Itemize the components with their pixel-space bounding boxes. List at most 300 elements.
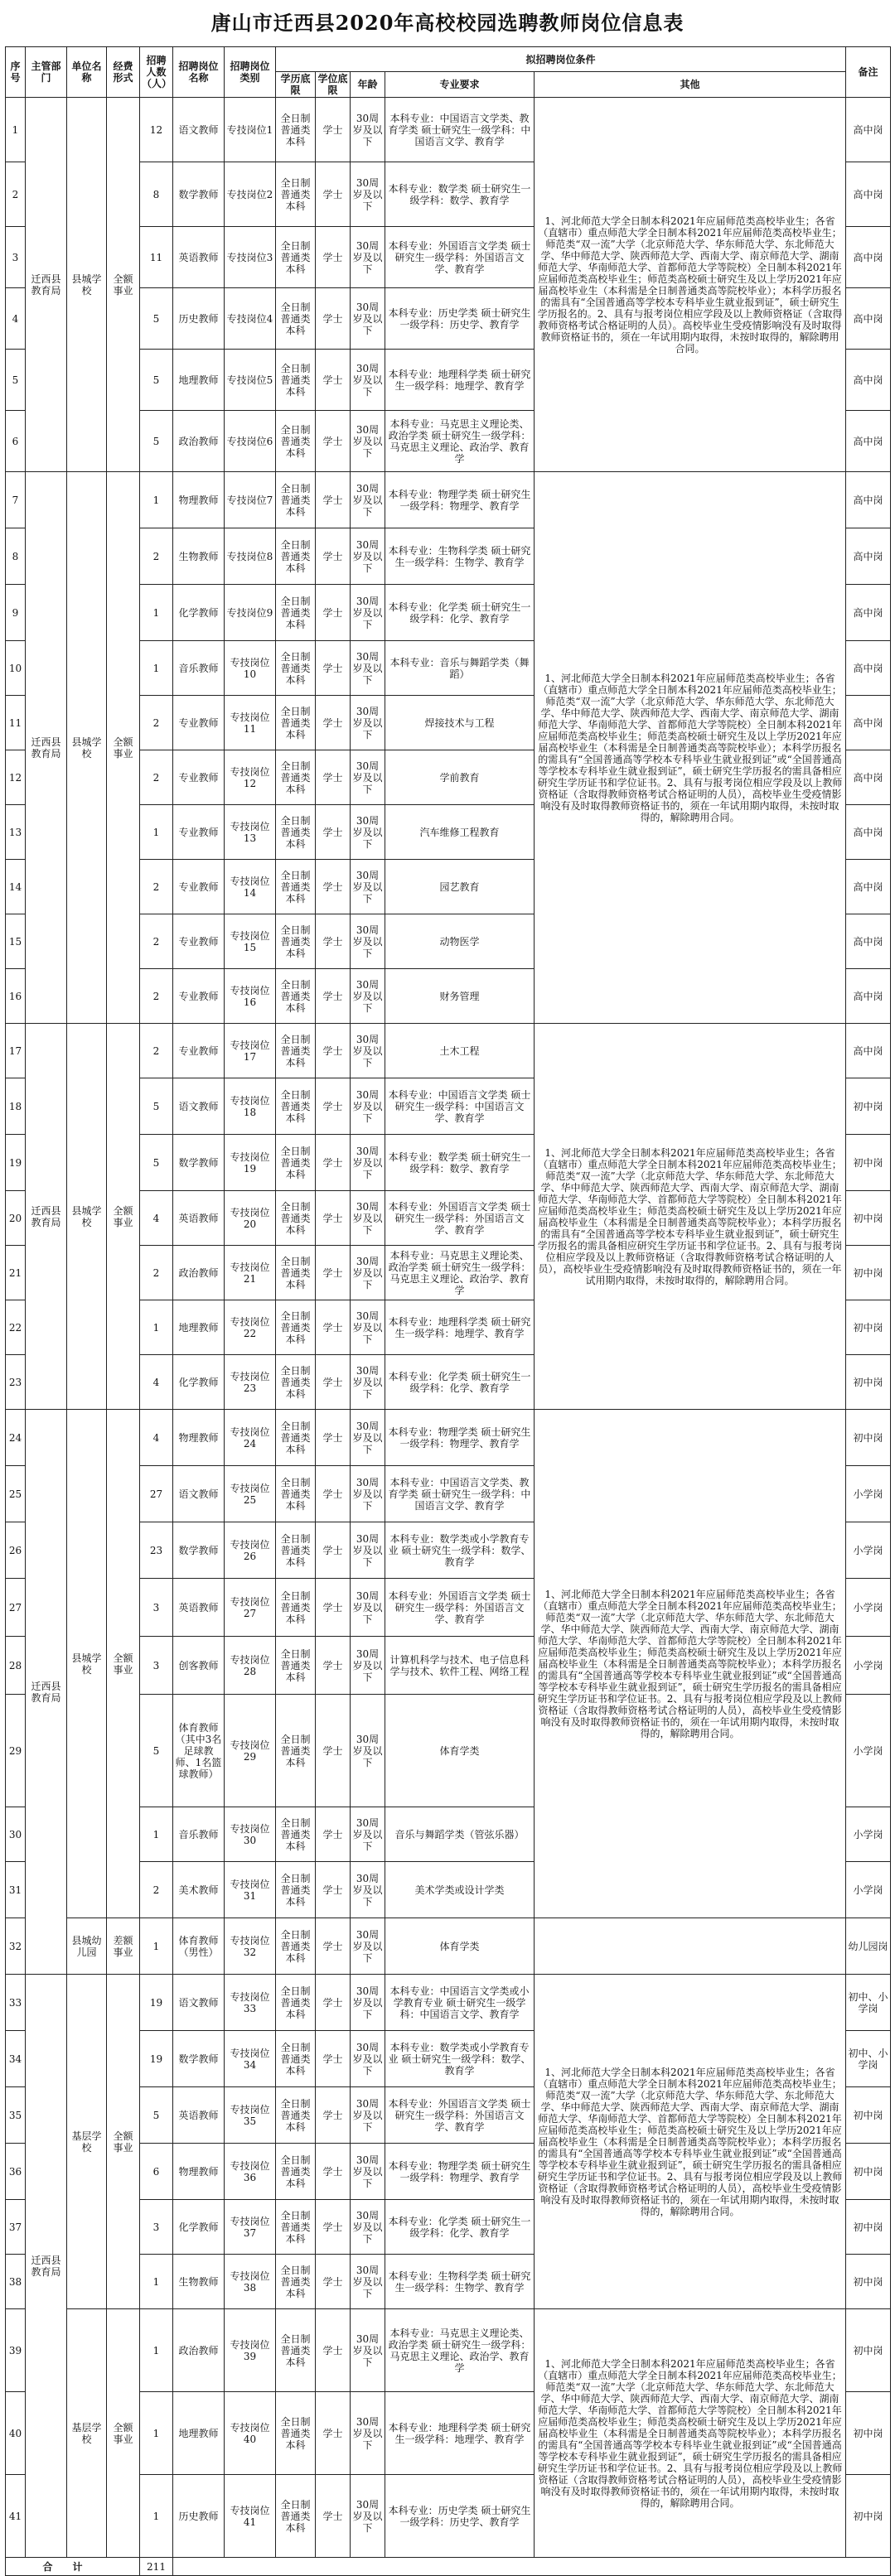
cell-major: 本科专业：马克思主义理论类、政治学类 硕士研究生一级学科：马克思主义理论、政治学、教育学 bbox=[385, 411, 535, 472]
cell-post-type: 专技岗位25 bbox=[225, 1466, 276, 1522]
cell-no: 19 bbox=[6, 1135, 26, 1191]
cell-note: 初中、小学岗 bbox=[846, 1975, 891, 2031]
cell-note: 小学岗 bbox=[846, 1522, 891, 1579]
cell-major: 土木工程 bbox=[385, 1024, 535, 1078]
cell-count: 1 bbox=[140, 641, 173, 696]
cell-age: 30周岁及以下 bbox=[351, 1466, 385, 1522]
cell-other: 1、河北师范大学全日制本科2021年应届师范类高校毕业生；各省（直辖市）重点师范大学全日制本科2021年应届师范类高校毕业生；师范类“双一流”大学（北京师范大学、华东师范大学、东北师范大学、华中师范大学、陕西师范大学、西南大学、南京师范大学、湖南师范大学、华南师范大学、首都师范大学等院校）全日制本科2021年应届师范类高校毕业生；师范类高校硕士研究生及以上学历2021年应届高校毕业生（本科需是全日制普通类高等院校毕业）；本科学历报名的需具有“全国普通高等学校本专科毕业生就业报到证”或“全国普通高等学校本专科毕业生就业报到证”，硕士研究生学历报名的需具备相应研究生学历证书和学位证书。2、具有与报考岗位相应学段及以上教师资格证（含取得教师资格考试合格证明的人员），高校毕业生受疫情影响没有及时取得教师资格证书的，须在一年试用期内取得，未按时取得的，解除聘用合同。 bbox=[535, 1410, 846, 1918]
table-row bbox=[6, 1975, 891, 2031]
cell-no: 31 bbox=[6, 1862, 26, 1918]
cell-post-name: 生物教师 bbox=[173, 528, 225, 585]
cell-post-type: 专技岗位5 bbox=[225, 350, 276, 411]
cell-post-name: 语文教师 bbox=[173, 98, 225, 162]
cell-edu: 全日制普通类本科 bbox=[276, 1135, 316, 1191]
cell-note: 高中岗 bbox=[846, 472, 891, 528]
cell-other-empty bbox=[535, 1918, 846, 1975]
cell-edu: 全日制普通类本科 bbox=[276, 528, 316, 585]
cell-no: 5 bbox=[6, 350, 26, 411]
header-dept: 主管部门 bbox=[26, 47, 67, 98]
cell-post-type: 专技岗位8 bbox=[225, 528, 276, 585]
cell-count: 2 bbox=[140, 860, 173, 914]
cell-degree: 学士 bbox=[316, 1078, 351, 1135]
cell-count: 5 bbox=[140, 288, 173, 350]
cell-degree: 学士 bbox=[316, 411, 351, 472]
cell-degree: 学士 bbox=[316, 914, 351, 969]
cell-post-name: 历史教师 bbox=[173, 2475, 225, 2558]
cell-note: 初中岗 bbox=[846, 2255, 891, 2309]
cell-count: 2 bbox=[140, 914, 173, 969]
cell-count: 2 bbox=[140, 528, 173, 585]
cell-age: 30周岁及以下 bbox=[351, 914, 385, 969]
cell-degree: 学士 bbox=[316, 2309, 351, 2392]
cell-note: 初中岗 bbox=[846, 1191, 891, 1246]
cell-post-type: 专技岗位39 bbox=[225, 2309, 276, 2392]
cell-post-type: 专技岗位14 bbox=[225, 860, 276, 914]
cell-degree: 学士 bbox=[316, 1355, 351, 1410]
cell-no: 15 bbox=[6, 914, 26, 969]
cell-count: 5 bbox=[140, 2087, 173, 2144]
cell-major: 本科专业：外国语言文学类 硕士研究生一级学科：外国语言文学、教育学 bbox=[385, 1191, 535, 1246]
cell-edu: 全日制普通类本科 bbox=[276, 472, 316, 528]
cell-major: 音乐与舞蹈学类（管弦乐器） bbox=[385, 1807, 535, 1862]
cell-edu: 全日制普通类本科 bbox=[276, 1695, 316, 1807]
cell-post-name: 地理教师 bbox=[173, 2392, 225, 2475]
cell-post-type: 专技岗位35 bbox=[225, 2087, 276, 2144]
cell-post-type: 专技岗位7 bbox=[225, 472, 276, 528]
cell-count: 19 bbox=[140, 1975, 173, 2031]
cell-edu: 全日制普通类本科 bbox=[276, 1078, 316, 1135]
recruitment-table bbox=[5, 46, 891, 2576]
cell-post-name: 历史教师 bbox=[173, 288, 225, 350]
cell-major: 本科专业：外国语言文学类 硕士研究生一级学科：外国语言文学、教育学 bbox=[385, 1579, 535, 1637]
cell-post-type: 专技岗位19 bbox=[225, 1135, 276, 1191]
cell-age: 30周岁及以下 bbox=[351, 411, 385, 472]
cell-post-name: 专业教师 bbox=[173, 696, 225, 750]
cell-no: 38 bbox=[6, 2255, 26, 2309]
cell-age: 30周岁及以下 bbox=[351, 2255, 385, 2309]
table-header bbox=[6, 47, 891, 98]
cell-age: 30周岁及以下 bbox=[351, 1410, 385, 1466]
cell-no: 7 bbox=[6, 472, 26, 528]
table-row bbox=[6, 472, 891, 528]
cell-dept: 迁西县教育局 bbox=[26, 1975, 67, 2558]
cell-age: 30周岁及以下 bbox=[351, 860, 385, 914]
cell-age: 30周岁及以下 bbox=[351, 1807, 385, 1862]
cell-major: 汽车维修工程教育 bbox=[385, 805, 535, 860]
header-funding: 经费形式 bbox=[107, 47, 140, 98]
cell-note: 初中岗 bbox=[846, 1135, 891, 1191]
cell-count: 5 bbox=[140, 350, 173, 411]
cell-edu: 全日制普通类本科 bbox=[276, 2031, 316, 2087]
cell-age: 30周岁及以下 bbox=[351, 1246, 385, 1300]
cell-no: 40 bbox=[6, 2392, 26, 2475]
cell-degree: 学士 bbox=[316, 1246, 351, 1300]
cell-degree: 学士 bbox=[316, 350, 351, 411]
cell-post-type: 专技岗位34 bbox=[225, 2031, 276, 2087]
cell-degree: 学士 bbox=[316, 1862, 351, 1918]
cell-degree: 学士 bbox=[316, 641, 351, 696]
cell-major: 本科专业：物理学类 硕士研究生一级学科：物理学、教育学 bbox=[385, 2144, 535, 2200]
cell-count: 5 bbox=[140, 1135, 173, 1191]
cell-post-type: 专技岗位1 bbox=[225, 98, 276, 162]
cell-age: 30周岁及以下 bbox=[351, 472, 385, 528]
cell-edu: 全日制普通类本科 bbox=[276, 350, 316, 411]
cell-major: 本科专业：生物科学类 硕士研究生一级学科：生物学、教育学 bbox=[385, 528, 535, 585]
cell-age: 30周岁及以下 bbox=[351, 750, 385, 805]
cell-note: 小学岗 bbox=[846, 1862, 891, 1918]
header-other: 其他 bbox=[535, 72, 846, 98]
cell-major: 本科专业：外国语言文学类 硕士研究生一级学科：外国语言文学、教育学 bbox=[385, 2087, 535, 2144]
cell-note: 高中岗 bbox=[846, 641, 891, 696]
cell-no: 3 bbox=[6, 227, 26, 288]
cell-count: 1 bbox=[140, 2255, 173, 2309]
cell-degree: 学士 bbox=[316, 1466, 351, 1522]
cell-post-name: 地理教师 bbox=[173, 350, 225, 411]
header-count: 招聘人数（人） bbox=[140, 47, 173, 98]
cell-note: 初中岗 bbox=[846, 2309, 891, 2392]
cell-degree: 学士 bbox=[316, 1410, 351, 1466]
cell-age: 30周岁及以下 bbox=[351, 1579, 385, 1637]
cell-note: 初中岗 bbox=[846, 1078, 891, 1135]
cell-major: 本科专业：地理科学类 硕士研究生一级学科：地理学、教育学 bbox=[385, 2392, 535, 2475]
cell-post-name: 物理教师 bbox=[173, 472, 225, 528]
cell-edu: 全日制普通类本科 bbox=[276, 1918, 316, 1975]
cell-age: 30周岁及以下 bbox=[351, 2392, 385, 2475]
cell-note: 高中岗 bbox=[846, 805, 891, 860]
cell-post-type: 专技岗位22 bbox=[225, 1300, 276, 1355]
cell-dept: 迁西县教育局 bbox=[26, 1024, 67, 1410]
cell-post-name: 英语教师 bbox=[173, 227, 225, 288]
cell-edu: 全日制普通类本科 bbox=[276, 2200, 316, 2255]
total-value: 211 bbox=[140, 2558, 173, 2576]
cell-no: 22 bbox=[6, 1300, 26, 1355]
cell-count: 2 bbox=[140, 750, 173, 805]
cell-age: 30周岁及以下 bbox=[351, 969, 385, 1024]
cell-note: 高中岗 bbox=[846, 162, 891, 227]
cell-post-name: 音乐教师 bbox=[173, 641, 225, 696]
cell-no: 13 bbox=[6, 805, 26, 860]
cell-post-name: 地理教师 bbox=[173, 1300, 225, 1355]
cell-major: 本科专业：外国语言文学类 硕士研究生一级学科：外国语言文学、教育学 bbox=[385, 227, 535, 288]
cell-post-type: 专技岗位9 bbox=[225, 585, 276, 641]
cell-note: 初中岗 bbox=[846, 2475, 891, 2558]
cell-note: 高中岗 bbox=[846, 860, 891, 914]
cell-count: 4 bbox=[140, 1410, 173, 1466]
cell-no: 25 bbox=[6, 1466, 26, 1522]
cell-count: 4 bbox=[140, 1355, 173, 1410]
header-post-type: 招聘岗位类别 bbox=[225, 47, 276, 98]
cell-edu: 全日制普通类本科 bbox=[276, 1410, 316, 1466]
cell-major: 本科专业：马克思主义理论类、政治学类 硕士研究生一级学科：马克思主义理论、政治学、教育学 bbox=[385, 1246, 535, 1300]
cell-age: 30周岁及以下 bbox=[351, 1078, 385, 1135]
cell-post-name: 英语教师 bbox=[173, 1191, 225, 1246]
cell-post-type: 专技岗位10 bbox=[225, 641, 276, 696]
cell-no: 24 bbox=[6, 1410, 26, 1466]
cell-note: 初中岗 bbox=[846, 1246, 891, 1300]
cell-note: 高中岗 bbox=[846, 914, 891, 969]
cell-note: 高中岗 bbox=[846, 969, 891, 1024]
cell-major: 本科专业：中国语言文学类、教育学类 硕士研究生一级学科：中国语言文学、教育学 bbox=[385, 98, 535, 162]
table-row bbox=[6, 98, 891, 162]
cell-post-type: 专技岗位12 bbox=[225, 750, 276, 805]
cell-age: 30周岁及以下 bbox=[351, 2309, 385, 2392]
cell-count: 3 bbox=[140, 1579, 173, 1637]
cell-count: 5 bbox=[140, 1695, 173, 1807]
cell-post-type: 专技岗位27 bbox=[225, 1579, 276, 1637]
cell-note: 幼儿园岗 bbox=[846, 1918, 891, 1975]
cell-no: 16 bbox=[6, 969, 26, 1024]
cell-degree: 学士 bbox=[316, 2031, 351, 2087]
cell-note: 小学岗 bbox=[846, 1466, 891, 1522]
cell-post-type: 专技岗位6 bbox=[225, 411, 276, 472]
cell-note: 高中岗 bbox=[846, 696, 891, 750]
cell-count: 2 bbox=[140, 969, 173, 1024]
cell-other: 1、河北师范大学全日制本科2021年应届师范类高校毕业生；各省（直辖市）重点师范大学全日制本科2021年应届师范类高校毕业生；师范类“双一流”大学（北京师范大学、华东师范大学、东北师范大学、华中师范大学、陕西师范大学、西南大学、南京师范大学、湖南师范大学、华南师范大学、首都师范大学等院校）全日制本科2021年应届师范类高校毕业生；师范类高校硕士研究生及以上学历2021年应届高校毕业生（本科需是全日制普通类高等院校毕业）；本科学历报名的需具有“全国普通高等学校本专科毕业生就业报到证”或“全国普通高等学校本专科毕业生就业报到证”，硕士研究生学历报名的需具备相应研究生学历证书和学位证书。2、具有与报考岗位相应学段及以上教师资格证（含取得教师资格考试合格证明的人员），高校毕业生受疫情影响没有及时取得教师资格证书的，须在一年试用期内取得，未按时取得的，解除聘用合同。 bbox=[535, 2309, 846, 2558]
cell-funding: 全额事业 bbox=[107, 472, 140, 1024]
cell-no: 33 bbox=[6, 1975, 26, 2031]
cell-unit: 县城学校 bbox=[67, 472, 107, 1024]
cell-edu: 全日制普通类本科 bbox=[276, 1807, 316, 1862]
header-no: 序号 bbox=[6, 47, 26, 98]
cell-post-type: 专技岗位33 bbox=[225, 1975, 276, 2031]
cell-note: 高中岗 bbox=[846, 288, 891, 350]
cell-edu: 全日制普通类本科 bbox=[276, 1300, 316, 1355]
cell-count: 1 bbox=[140, 2475, 173, 2558]
cell-post-name: 化学教师 bbox=[173, 585, 225, 641]
cell-major: 本科专业：音乐与舞蹈学类（舞蹈） bbox=[385, 641, 535, 696]
cell-major: 体育学类 bbox=[385, 1695, 535, 1807]
cell-post-type: 专技岗位2 bbox=[225, 162, 276, 227]
cell-post-type: 专技岗位32 bbox=[225, 1918, 276, 1975]
cell-degree: 学士 bbox=[316, 1637, 351, 1695]
cell-count: 23 bbox=[140, 1522, 173, 1579]
cell-post-name: 数学教师 bbox=[173, 162, 225, 227]
cell-no: 10 bbox=[6, 641, 26, 696]
cell-degree: 学士 bbox=[316, 2200, 351, 2255]
cell-note: 初中岗 bbox=[846, 2200, 891, 2255]
cell-post-type: 专技岗位40 bbox=[225, 2392, 276, 2475]
cell-count: 1 bbox=[140, 1300, 173, 1355]
cell-degree: 学士 bbox=[316, 528, 351, 585]
cell-no: 32 bbox=[6, 1918, 26, 1975]
cell-unit: 县城学校 bbox=[67, 98, 107, 472]
cell-degree: 学士 bbox=[316, 288, 351, 350]
cell-major: 本科专业：历史学类 硕士研究生一级学科：历史学、教育学 bbox=[385, 2475, 535, 2558]
cell-age: 30周岁及以下 bbox=[351, 1862, 385, 1918]
cell-age: 30周岁及以下 bbox=[351, 98, 385, 162]
cell-no: 26 bbox=[6, 1522, 26, 1579]
cell-post-name: 数学教师 bbox=[173, 1135, 225, 1191]
cell-unit: 基层学校 bbox=[67, 2309, 107, 2558]
cell-post-name: 创客教师 bbox=[173, 1637, 225, 1695]
cell-post-name: 语文教师 bbox=[173, 1078, 225, 1135]
cell-edu: 全日制普通类本科 bbox=[276, 641, 316, 696]
cell-major: 本科专业：地理科学类 硕士研究生一级学科：地理学、教育学 bbox=[385, 350, 535, 411]
cell-edu: 全日制普通类本科 bbox=[276, 2087, 316, 2144]
cell-age: 30周岁及以下 bbox=[351, 2087, 385, 2144]
cell-post-name: 数学教师 bbox=[173, 2031, 225, 2087]
cell-edu: 全日制普通类本科 bbox=[276, 227, 316, 288]
cell-edu: 全日制普通类本科 bbox=[276, 1862, 316, 1918]
cell-edu: 全日制普通类本科 bbox=[276, 2392, 316, 2475]
cell-post-type: 专技岗位17 bbox=[225, 1024, 276, 1078]
header-degree: 学位底限 bbox=[316, 72, 351, 98]
cell-note: 初中岗 bbox=[846, 2392, 891, 2475]
cell-dept: 迁西县教育局 bbox=[26, 1410, 67, 1975]
cell-no: 34 bbox=[6, 2031, 26, 2087]
cell-post-name: 音乐教师 bbox=[173, 1807, 225, 1862]
table-row bbox=[6, 1024, 891, 1078]
cell-edu: 全日制普通类本科 bbox=[276, 860, 316, 914]
cell-degree: 学士 bbox=[316, 1695, 351, 1807]
cell-degree: 学士 bbox=[316, 162, 351, 227]
cell-post-type: 专技岗位20 bbox=[225, 1191, 276, 1246]
cell-major: 园艺教育 bbox=[385, 860, 535, 914]
cell-edu: 全日制普通类本科 bbox=[276, 2309, 316, 2392]
cell-note: 高中岗 bbox=[846, 411, 891, 472]
cell-note: 高中岗 bbox=[846, 528, 891, 585]
cell-degree: 学士 bbox=[316, 2475, 351, 2558]
cell-edu: 全日制普通类本科 bbox=[276, 288, 316, 350]
cell-age: 30周岁及以下 bbox=[351, 1191, 385, 1246]
cell-post-type: 专技岗位23 bbox=[225, 1355, 276, 1410]
cell-age: 30周岁及以下 bbox=[351, 1918, 385, 1975]
cell-edu: 全日制普通类本科 bbox=[276, 411, 316, 472]
header-post-name: 招聘岗位名称 bbox=[173, 47, 225, 98]
cell-post-name: 语文教师 bbox=[173, 1466, 225, 1522]
cell-degree: 学士 bbox=[316, 2144, 351, 2200]
cell-note: 初中岗 bbox=[846, 1300, 891, 1355]
cell-degree: 学士 bbox=[316, 1024, 351, 1078]
cell-edu: 全日制普通类本科 bbox=[276, 2475, 316, 2558]
cell-major: 计算机科学与技术、电子信息科学与技术、软件工程、网络工程 bbox=[385, 1637, 535, 1695]
cell-major: 本科专业：数学类 硕士研究生一级学科：数学、教育学 bbox=[385, 162, 535, 227]
cell-count: 1 bbox=[140, 1918, 173, 1975]
cell-post-type: 专技岗位36 bbox=[225, 2144, 276, 2200]
cell-edu: 全日制普通类本科 bbox=[276, 969, 316, 1024]
cell-no: 6 bbox=[6, 411, 26, 472]
cell-no: 28 bbox=[6, 1637, 26, 1695]
cell-note: 初中、小学岗 bbox=[846, 2031, 891, 2087]
cell-funding: 差额事业 bbox=[107, 1918, 140, 1975]
cell-post-type: 专技岗位16 bbox=[225, 969, 276, 1024]
cell-degree: 学士 bbox=[316, 2087, 351, 2144]
cell-count: 3 bbox=[140, 1637, 173, 1695]
cell-degree: 学士 bbox=[316, 1135, 351, 1191]
cell-degree: 学士 bbox=[316, 860, 351, 914]
cell-no: 9 bbox=[6, 585, 26, 641]
cell-post-type: 专技岗位29 bbox=[225, 1695, 276, 1807]
cell-other: 1、河北师范大学全日制本科2021年应届师范类高校毕业生；各省（直辖市）重点师范大学全日制本科2021年应届师范类高校毕业生；师范类“双一流”大学（北京师范大学、华东师范大学、东北师范大学、华中师范大学、陕西师范大学、西南大学、南京师范大学、湖南师范大学、华南师范大学、首都师范大学等院校）全日制本科2021年应届师范类高校毕业生；师范类高校硕士研究生及以上学历2021年应届高校毕业生（本科需是全日制普通类高等院校毕业）；本科学历报名的需具有“全国普通高等学校本专科毕业生就业报到证”，硕士研究生学历报名的需具备相应研究生学历证书和学位证书。2、具有与报考岗位相应学段及以上教师资格证（含取得教师资格考试合格证明的人员），高校毕业生受疫情影响没有及时取得教师资格证书的，须在一年试用期内取得，未按时取得的，解除聘用合同。 bbox=[535, 1024, 846, 1410]
cell-edu: 全日制普通类本科 bbox=[276, 585, 316, 641]
cell-major: 本科专业：物理学类 硕士研究生一级学科：物理学、教育学 bbox=[385, 1410, 535, 1466]
cell-post-name: 体育教师（其中3名足球教师、1名篮球教师） bbox=[173, 1695, 225, 1807]
cell-post-name: 化学教师 bbox=[173, 2200, 225, 2255]
cell-no: 30 bbox=[6, 1807, 26, 1862]
cell-degree: 学士 bbox=[316, 2255, 351, 2309]
cell-count: 12 bbox=[140, 98, 173, 162]
cell-degree: 学士 bbox=[316, 227, 351, 288]
cell-edu: 全日制普通类本科 bbox=[276, 1637, 316, 1695]
cell-no: 23 bbox=[6, 1355, 26, 1410]
cell-no: 39 bbox=[6, 2309, 26, 2392]
cell-count: 1 bbox=[140, 472, 173, 528]
cell-age: 30周岁及以下 bbox=[351, 1300, 385, 1355]
cell-dept: 迁西县教育局 bbox=[26, 98, 67, 472]
cell-unit: 县城幼儿园 bbox=[67, 1918, 107, 1975]
cell-other: 1、河北师范大学全日制本科2021年应届师范类高校毕业生；各省（直辖市）重点师范大学全日制本科2021年应届师范类高校毕业生；师范类“双一流”大学（北京师范大学、华东师范大学、东北师范大学、华中师范大学、陕西师范大学、西南大学、南京师范大学、湖南师范大学、华南师范大学、首都师范大学等院校）全日制本科2021年应届师范类高校毕业生；师范类高校硕士研究生及以上学历2021年应届高校毕业生（本科需是全日制普通类高等院校毕业）；本科学历报名的需具有“全国普通高等学校本专科毕业生就业报到证”或“全国普通高等学校本专科毕业生就业报到证”，硕士研究生学历报名的需具备相应研究生学历证书和学位证书。2、具有与报考岗位相应学段及以上教师资格证（含取得教师资格考试合格证明的人员），高校毕业生受疫情影响没有及时取得教师资格证书的，须在一年试用期内取得，未按时取得的，解除聘用合同。 bbox=[535, 1975, 846, 2309]
cell-funding: 全额事业 bbox=[107, 98, 140, 472]
cell-edu: 全日制普通类本科 bbox=[276, 805, 316, 860]
cell-degree: 学士 bbox=[316, 98, 351, 162]
cell-major: 本科专业：生物科学类 硕士研究生一级学科：生物学、教育学 bbox=[385, 2255, 535, 2309]
cell-post-name: 数学教师 bbox=[173, 1522, 225, 1579]
cell-edu: 全日制普通类本科 bbox=[276, 2255, 316, 2309]
cell-age: 30周岁及以下 bbox=[351, 1695, 385, 1807]
cell-note: 高中岗 bbox=[846, 98, 891, 162]
cell-edu: 全日制普通类本科 bbox=[276, 1522, 316, 1579]
cell-no: 36 bbox=[6, 2144, 26, 2200]
cell-note: 初中岗 bbox=[846, 2144, 891, 2200]
cell-dept: 迁西县教育局 bbox=[26, 472, 67, 1024]
cell-post-type: 专技岗位38 bbox=[225, 2255, 276, 2309]
cell-edu: 全日制普通类本科 bbox=[276, 1191, 316, 1246]
cell-age: 30周岁及以下 bbox=[351, 2200, 385, 2255]
cell-note: 初中岗 bbox=[846, 1410, 891, 1466]
cell-count: 19 bbox=[140, 2031, 173, 2087]
cell-no: 21 bbox=[6, 1246, 26, 1300]
cell-age: 30周岁及以下 bbox=[351, 805, 385, 860]
cell-major: 本科专业：化学类 硕士研究生一级学科：化学、教育学 bbox=[385, 2200, 535, 2255]
cell-edu: 全日制普通类本科 bbox=[276, 98, 316, 162]
cell-unit: 县城学校 bbox=[67, 1024, 107, 1410]
cell-count: 1 bbox=[140, 805, 173, 860]
cell-post-name: 专业教师 bbox=[173, 1024, 225, 1078]
cell-major: 本科专业：化学类 硕士研究生一级学科：化学、教育学 bbox=[385, 1355, 535, 1410]
cell-no: 37 bbox=[6, 2200, 26, 2255]
cell-age: 30周岁及以下 bbox=[351, 528, 385, 585]
cell-age: 30周岁及以下 bbox=[351, 227, 385, 288]
cell-count: 5 bbox=[140, 411, 173, 472]
cell-post-type: 专技岗位41 bbox=[225, 2475, 276, 2558]
cell-note: 小学岗 bbox=[846, 1637, 891, 1695]
cell-age: 30周岁及以下 bbox=[351, 2144, 385, 2200]
cell-degree: 学士 bbox=[316, 1300, 351, 1355]
cell-degree: 学士 bbox=[316, 1522, 351, 1579]
cell-major: 本科专业：化学类 硕士研究生一级学科：化学、教育学 bbox=[385, 585, 535, 641]
cell-edu: 全日制普通类本科 bbox=[276, 2144, 316, 2200]
cell-major: 本科专业：地理科学类 硕士研究生一级学科：地理学、教育学 bbox=[385, 1300, 535, 1355]
header-major: 专业要求 bbox=[385, 72, 535, 98]
cell-no: 11 bbox=[6, 696, 26, 750]
cell-count: 11 bbox=[140, 227, 173, 288]
cell-post-type: 专技岗位11 bbox=[225, 696, 276, 750]
cell-degree: 学士 bbox=[316, 1918, 351, 1975]
cell-degree: 学士 bbox=[316, 805, 351, 860]
cell-post-name: 语文教师 bbox=[173, 1975, 225, 2031]
cell-count: 2 bbox=[140, 1246, 173, 1300]
cell-edu: 全日制普通类本科 bbox=[276, 1579, 316, 1637]
cell-count: 4 bbox=[140, 1191, 173, 1246]
cell-age: 30周岁及以下 bbox=[351, 1024, 385, 1078]
cell-post-type: 专技岗位24 bbox=[225, 1410, 276, 1466]
cell-note: 小学岗 bbox=[846, 1807, 891, 1862]
cell-degree: 学士 bbox=[316, 750, 351, 805]
cell-edu: 全日制普通类本科 bbox=[276, 696, 316, 750]
cell-post-name: 政治教师 bbox=[173, 411, 225, 472]
cell-post-name: 体育教师（男性） bbox=[173, 1918, 225, 1975]
cell-note: 小学岗 bbox=[846, 1579, 891, 1637]
